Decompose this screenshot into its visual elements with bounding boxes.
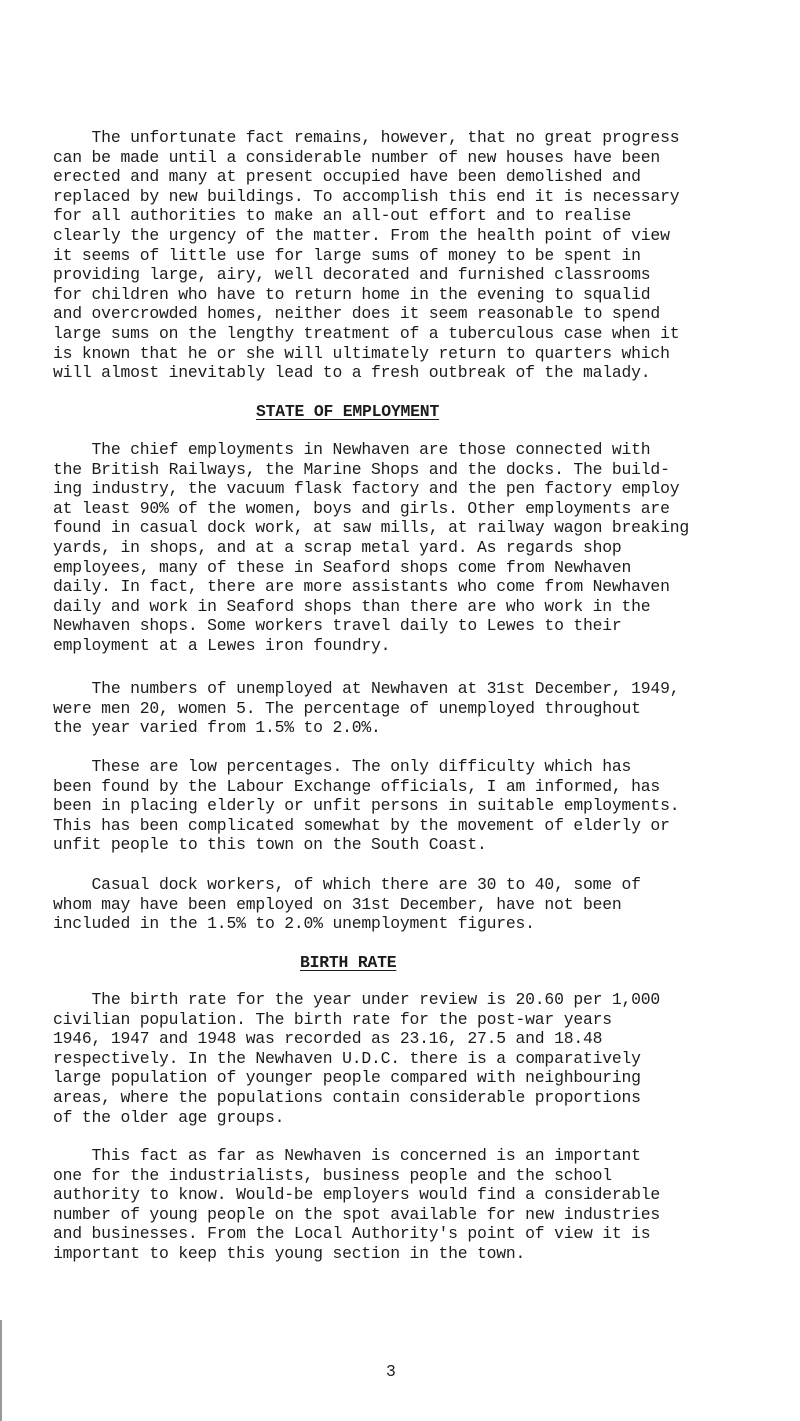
paragraph-unemployed-numbers: The numbers of unemployed at Newhaven at 31st December, 1949, were men 20, women 5. The percentage of unemployed throughout the year varied from 1.5% to 2.0%. [53, 679, 680, 738]
paragraph-casual-dock-workers: Casual dock workers, of which there are 30 to 40, some of whom may have been employed on 31st December, have not been included in the 1.5% to 2.0% unemployment figures. [53, 875, 641, 934]
paragraph-employments: The chief employments in Newhaven are those connected with the British Railways, the Marine Shops and the docks. The build- ing industry, the vacuum flask factory and the pen factory employ at least 90% of the women, boys and girls. Other employments are found in casual dock work, at saw mills, at railway wagon breaking yards, in shops, and at a scrap metal yard. As regards shop employees, many of these in Seaford shops come from Newhaven daily. In fact, there are more assistants who come from Newhaven daily and work in Seaford shops than there are who work in the Newhaven shops. Some workers travel daily to Lewes to their employment at a Lewes iron foundry. [53, 440, 689, 655]
paragraph-low-percentages: These are low percentages. The only difficulty which has been found by the Labour Exchange officials, I am informed, has been in placing elderly or unfit persons in suitable employments. This has been complicated somewhat by the movement of elderly or unfit people to this town on the South Coast. [53, 757, 680, 855]
heading-birth-rate: BIRTH RATE [300, 953, 397, 972]
paragraph-birth-rate: The birth rate for the year under review is 20.60 per 1,000 civilian population. The birth rate for the post-war years 1946, 1947 and 1948 was recorded as 23.16, 27.5 and 18.48 respectively. In the Newhaven U.D.C. there is a comparatively large population of younger people compared with neighbouring areas, where the populations contain considerable proportions of the older age groups. [53, 990, 661, 1127]
page-number: 3 [386, 1362, 396, 1381]
paragraph-young-population: This fact as far as Newhaven is concerned is an important one for the industrialists, business people and the school authority to know. Would-be employers would find a considerable number of young people on the spot available for new industries and businesses. From the Local Authority's point of view it is important to keep this young section in the town. [53, 1146, 661, 1263]
scan-edge-line [0, 1320, 2, 1421]
heading-state-of-employment: STATE OF EMPLOYMENT [256, 402, 440, 421]
paragraph-housing: The unfortunate fact remains, however, that no great progress can be made until a considerable number of new houses have been erected and many at present occupied have been demolished and replaced by new buildings. To accomplish this end it is necessary for all authorities to make an all-out effort and to realise clearly the urgency of the matter. From the health point of view it seems of little use for large sums of money to be spent in providing large, airy, well decorated and furnished classrooms for children who have to return home in the evening to squalid and overcrowded homes, neither does it seem reasonable to spend large sums on the lengthy treatment of a tuberculous case when it is known that he or she will ultimately return to quarters which will almost inevitably lead to a fresh outbreak of the malady. [53, 128, 680, 383]
